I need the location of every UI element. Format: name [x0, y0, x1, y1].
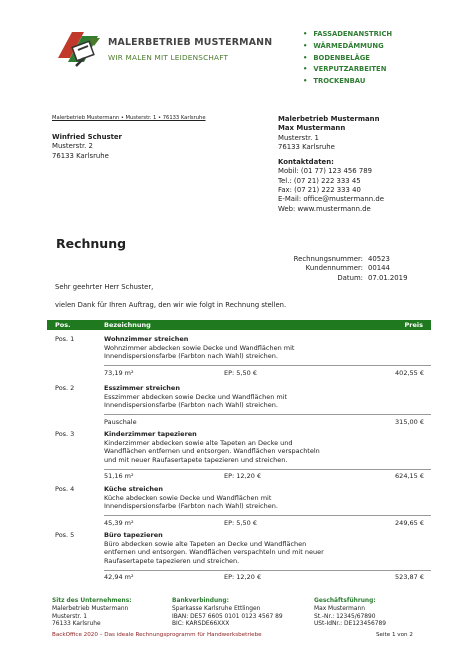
position-title: Büro tapezieren	[104, 531, 163, 539]
position-body	[104, 430, 424, 465]
sender-city: 76133 Karlsruhe	[278, 142, 335, 151]
position-title: Esszimmer streichen	[104, 384, 180, 392]
sender-fax: Fax: (07 21) 222 333 40	[278, 186, 361, 195]
recipient-city: 76133 Karlsruhe	[52, 151, 109, 160]
position-desc-line: Wandflächen entfernen und entsorgen. Wandflächen verspachteln	[104, 447, 320, 456]
unit-price: EP: 12,20 €	[224, 573, 262, 582]
sender-email: E-Mail: office@mustermann.de	[278, 195, 384, 204]
sender-return-line: Malerbetrieb Mustermann • Musterstr. 1 • 76133 Karlsruhe	[52, 115, 206, 121]
position-desc-line: Innendispersionsfarbe (Farbton nach Wahl) streichen.	[104, 401, 278, 410]
service-item: • BODENBELÄGE	[303, 53, 370, 62]
recipient-address	[52, 133, 122, 161]
sender-mobile: Mobil: (01 77) 123 456 789	[278, 167, 373, 176]
position-desc-line: Innendispersionsfarbe (Farbton nach Wahl) streichen.	[104, 352, 278, 361]
quantity: 51,16 m²	[104, 472, 134, 481]
unit-price: EP: 5,50 €	[224, 518, 257, 527]
software-note: BackOffice 2020 – Das ideale Rechnungsprogramm für Handwerksbetriebe	[52, 632, 262, 638]
position-body	[104, 335, 424, 361]
line-total: 523,87 €	[395, 573, 424, 582]
service-item: • VERPUTZARBEITEN	[303, 65, 387, 74]
line-total: 402,55 €	[395, 368, 424, 377]
header-price: Preis	[404, 321, 423, 329]
position-desc-line: Wohnzimmer abdecken sowie Decke und Wandflächen mit	[104, 343, 295, 352]
invoice-table	[47, 320, 431, 582]
service-item: • TROCKENBAU	[303, 77, 366, 86]
company-slogan: WIR MALEN MIT LEIDENSCHAFT	[108, 53, 229, 62]
company-logo	[54, 28, 104, 70]
position-title: Küche streichen	[104, 485, 164, 493]
date-label: Datum:	[337, 273, 363, 282]
service-item: • FASSADENANSTRICH	[303, 30, 393, 38]
position-body	[104, 485, 424, 511]
position-quantity-line	[104, 417, 424, 426]
row-divider	[104, 365, 431, 366]
position-title: Wohnzimmer streichen	[104, 335, 189, 343]
position-body	[104, 531, 424, 566]
contact-heading: Kontaktdaten:	[278, 158, 334, 167]
page-number: Seite 1 von 2	[376, 632, 413, 638]
header-pos: Pos.	[55, 321, 71, 329]
position-body	[104, 384, 424, 410]
position-quantity-line	[104, 518, 424, 527]
line-total: 624,15 €	[395, 472, 424, 481]
row-divider	[104, 414, 431, 415]
salutation: Sehr geehrter Herr Schuster,	[55, 283, 154, 291]
position-desc-line: Innendispersionsfarbe (Farbton nach Wahl) streichen.	[104, 502, 278, 511]
company-name: MALERBETRIEB MUSTERMANN	[108, 37, 273, 48]
position-desc-line: entfernen und entsorgen. Wandflächen verspachteln und mit neuer	[104, 548, 324, 557]
sender-person: Max Mustermann	[278, 124, 346, 133]
position-number: Pos. 1	[55, 335, 75, 343]
invoice-date: 07.01.2019	[368, 273, 408, 282]
position-number: Pos. 4	[55, 485, 75, 493]
line-total: 315,00 €	[395, 417, 424, 426]
header-desc: Bezeichnung	[104, 321, 151, 329]
row-divider	[104, 570, 431, 571]
services-list	[303, 29, 392, 88]
customer-number-label: Kundennummer:	[305, 264, 363, 273]
footer-bank: Bankverbindung: Sparkasse Karlsruhe Ettlingen IBAN: DE57 6605 0101 0123 4567 89 BIC: KARSDE66XXX	[172, 598, 283, 628]
position-quantity-line	[104, 573, 424, 582]
position-number: Pos. 2	[55, 384, 75, 392]
sender-tel: Tel.: (07 21) 222 333 45	[278, 176, 361, 185]
recipient-name: Winfried Schuster	[52, 133, 122, 141]
footer-company: Sitz des Unternehmens: Malerbetrieb Mustermann Musterstr. 1 76133 Karlsruhe	[52, 598, 132, 628]
sender-company: Malerbetrieb Mustermann	[278, 115, 380, 123]
row-divider	[104, 469, 431, 470]
sender-web: Web: www.mustermann.de	[278, 204, 371, 213]
quantity: 73,19 m²	[104, 368, 134, 377]
position-quantity-line	[104, 472, 424, 481]
table-header	[47, 320, 431, 330]
customer-number: 00144	[368, 264, 390, 273]
quantity: 42,94 m²	[104, 573, 134, 582]
sender-street: Musterstr. 1	[278, 133, 319, 142]
line-total: 249,65 €	[395, 518, 424, 527]
position-title: Kinderzimmer tapezieren	[104, 430, 197, 438]
intro-text: vielen Dank für Ihren Auftrag, den wir wie folgt in Rechnung stellen.	[55, 301, 287, 309]
position-desc-line: Küche abdecken sowie Decke und Wandflächen mit	[104, 493, 272, 502]
document-title: Rechnung	[56, 236, 127, 251]
unit-price: EP: 5,50 €	[224, 368, 257, 377]
unit-price: EP: 12,20 €	[224, 472, 262, 481]
quantity: 45,39 m²	[104, 518, 134, 527]
position-desc-line: Büro abdecken sowie alte Tapeten an Decke und Wandflächen	[104, 539, 307, 548]
position-quantity-line	[104, 368, 424, 377]
position-desc-line: Kinderzimmer abdecken sowie alte Tapeten an Decke und	[104, 438, 293, 447]
row-divider	[104, 515, 431, 516]
position-desc-line: und mit neuer Raufasertapete tapezieren und streichen.	[104, 456, 288, 465]
invoice-meta	[265, 255, 407, 283]
quantity: Pauschale	[104, 417, 137, 426]
service-item: • WÄRMEDÄMMUNG	[303, 41, 384, 50]
position-number: Pos. 3	[55, 430, 75, 438]
position-desc-line: Esszimmer abdecken sowie Decke und Wandflächen mit	[104, 392, 288, 401]
footer-management: Geschäftsführung: Max Mustermann St.-Nr.: 12345/67890 USt-IdNr.: DE123456789	[314, 598, 386, 628]
invoice-number: 40523	[368, 255, 390, 263]
position-desc-line: Raufasertapete tapezieren und streichen.	[104, 557, 240, 566]
recipient-street: Musterstr. 2	[52, 142, 93, 151]
invoice-number-label: Rechnungsnummer:	[293, 255, 363, 263]
position-number: Pos. 5	[55, 531, 75, 539]
sender-contact-block	[278, 115, 384, 214]
